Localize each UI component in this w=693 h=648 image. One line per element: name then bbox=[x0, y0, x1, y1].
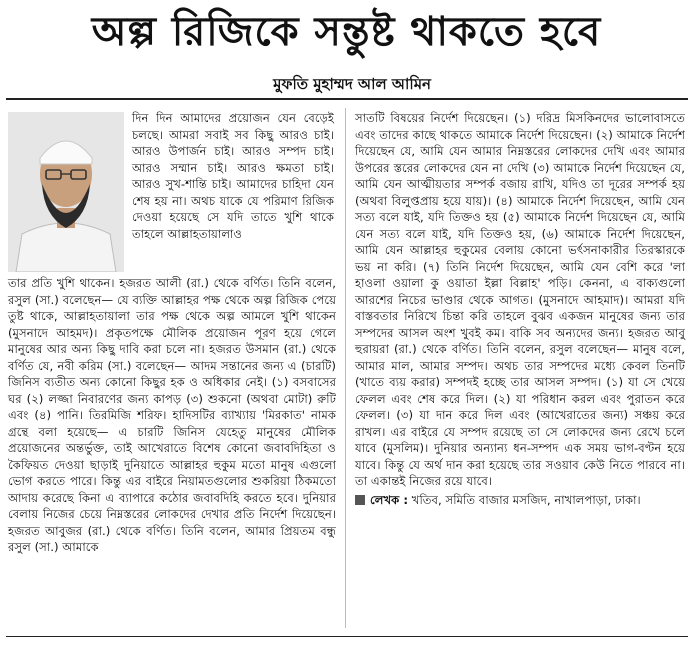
paragraph-body-right: সাতটি বিষয়ের নির্দেশ দিয়েছেন। (১) দরিদ্র মিসকিনদের ভালোবাসতে এবং তাদের কাছে থাকতে আমাকে নির্দেশ দিয়েছেন। (২) আমাকে নির্দেশ দিয়েছেন যে, আমি যেন আমার নিম্নস্তরের লোকদের দেখি এবং আমার উপরের স্তরের লোকদের যেন না দেখি (৩) আমাকে নির্দেশ দিয়েছেন যে, আমি যেন আত্মীয়তার সম্পর্ক বজায় রাখি, যদিও তা দূরের সম্পর্ক হয় (অথবা বিলুপ্তপ্রায় হয়ে যায়)। (৪) আমাকে নির্দেশ দিয়েছেন, আমি যেন সত্য বলে যাই, যদি তিক্তও হয় (৫) আমাকে নির্দেশ দিয়েছেন যে, আমি যেন সত্য বলে যাই, যদি তিক্তও হয়, (৬) আমাকে নির্দেশ দিয়েছেন, আমি যেন আল্লাহর হুকুমের বেলায় কোনো ভর্ৎসনাকারীর তিরস্কারকে ভয় না করি। (৭) তিনি নির্দেশ দিয়েছেন, আমি যেন বেশি করে 'লা হাওলা ওয়ালা কু ওয়াতা ইল্লা বিল্লাহ' পড়ি। কেননা, এ বাক্যগুলো আরশের নিচের ভাণ্ডার থেকে আগত। (মুসনাদে আহমাদ)। আমরা যদি বাস্তবতার নিরিখে চিন্তা করি তাহলে বুঝব একজন মানুষের জন্য তার সম্পদের আসল অংশ খুবই কম। বাকি সব অন্যদের জন্য। হজরত আবু হুরায়রা (রা.) থেকে বর্ণিত। তিনি বলেন, রসুল বলেছেন— মানুষ বলে, আমার মাল, আমার সম্পদ। অথচ তার সম্পদের মধ্যে কেবল তিনটি (খাতে ব্যয় করার) সম্পদই হচ্ছে তার আসল সম্পদ। (১) যা সে খেয়ে ফেলল এবং শেষ করে দিল। (২) যা পরিধান করল এবং পুরাতন করে ফেলল। (৩) যা দান করে দিল এবং (আখেরাতের জন্য) সঞ্চয় করে রাখল। এর বাইরে যে সম্পদ রয়েছে তা সে লোকদের জন্য রেখে চলে যাবে (মুসলিম)। দুনিয়ার অন্যান্য ধন-সম্পদ এক সময় ভাগ-বণ্টন হয়ে যাবে। কিন্তু যে অর্থ দান করা হয়েছে তার সওয়াব কেউ নিতে পারবে না। তা একান্তই নিজের রয়ে যাবে। bbox=[355, 111, 685, 488]
column-right bbox=[355, 110, 685, 508]
column-left-bottom bbox=[8, 275, 336, 556]
author-note bbox=[355, 492, 685, 509]
author-note-label: লেখক : bbox=[370, 492, 409, 507]
author-portrait-image bbox=[8, 112, 124, 272]
square-bullet-icon bbox=[355, 495, 365, 505]
column-left-top bbox=[132, 110, 334, 242]
author-note-text: খতিব, সমিতি বাজার মসজিদ, নাখালপাড়া, ঢাকা। bbox=[411, 492, 641, 507]
author-photo bbox=[8, 112, 124, 272]
paragraph-body-left: তার প্রতি খুশি থাকেন। হজরত আলী (রা.) থেকে বর্ণিত। তিনি বলেন, রসুল (সা.) বলেছেন— যে ব্যক্তি আল্লাহর পক্ষ থেকে অল্প রিজিক পেয়ে তুষ্ট থাকে, আল্লাহতায়ালা তার পক্ষ থেকে অল্প আমলে খুশি থাকেন (মুসনাদে আহমদ)। প্রকৃতপক্ষে মৌলিক প্রয়োজন পূরণ হয়ে গেলে মানুষের আর অন্য কিছু দাবি করা চলে না। হজরত উসমান (রা.) থেকে বর্ণিত যে, নবী করিম (সা.) বলেছেন— আদম সন্তানের জন্য এ (চারটি) জিনিস ব্যতীত অন্য কোনো কিছুর হক ও অধিকার নেই। (১) বসবাসের ঘর (২) লজ্জা নিবারণের জন্য কাপড় (৩) শুকনো (অথবা মোটা) রুটি এবং (৪) পানি। তিরমিজি শরিফ। হাদিসটির ব্যাখ্যায় 'মিরকাত' নামক গ্রন্থে বলা হয়েছে— এ চারটি জিনিস যেহেতু মানুষের মৌলিক প্রয়োজনের অন্তর্ভুক্ত, তাই আখেরাতে বিশেষ কোনো জবাবদিহিতা ও কৈফিয়ত দেওয়া ছাড়াই দুনিয়াতে আল্লাহর হুকুম মতো মানুষ এগুলো ভোগ করতে পারে। কিন্তু এর বাইরে নিয়ামতগুলোর শুকরিয়া ঠিকমতো আদায় করেছে কিনা এ ব্যাপারে কঠোর জবাবদিহি করতে হবে। দুনিয়ার বেলায় নিজের চেয়ে নিম্নস্তরের লোকদের দেখার প্রতি নির্দেশ দিয়েছেন। হজরত আবুজর (রা.) থেকে বর্ণিত। তিনি বলেন, আমার প্রিয়তম বন্ধু রসুল (সা.) আমাকে bbox=[8, 276, 336, 554]
column-divider bbox=[345, 108, 346, 628]
author-byline: মুফতি মুহাম্মদ আল আমিন bbox=[273, 75, 431, 93]
paragraph-intro: দিন দিন আমাদের প্রয়োজন যেন বেড়েই চলছে। আমরা সবাই সব কিছু আরও চাই। আরও উপার্জন চাই। আরও সম্পদ চাই। আরও সম্মান চাই। আরও ক্ষমতা চাই। আরও সুখ-শান্তি চাই। আমাদের চাহিদা যেন শেষ হয় না। অথচ যাকে যে পরিমাণ রিজিক দেওয়া হয়েছে সে যদি তাতে খুশি থাকে তাহলে আল্লাহতায়ালাও bbox=[132, 111, 334, 241]
article-title: অল্প রিজিকে সন্তুষ্ট থাকতে হবে bbox=[91, 9, 602, 55]
bottom-divider bbox=[6, 636, 688, 637]
title-divider bbox=[6, 98, 688, 100]
